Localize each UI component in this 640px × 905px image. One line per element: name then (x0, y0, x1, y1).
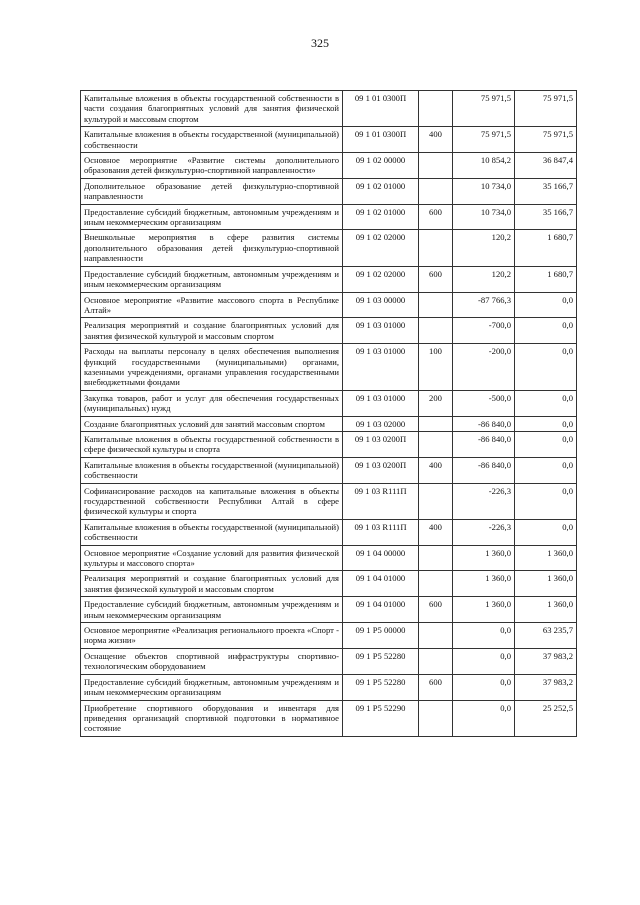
row-name-cell: Создание благоприятных условий для занятий массовым спортом (81, 416, 343, 431)
row-name-cell: Реализация мероприятий и создание благоприятных условий для занятия физической культурой и массовым спортом (81, 318, 343, 344)
row-name-cell: Оснащение объектов спортивной инфраструктуры спортивно-технологическим оборудованием (81, 648, 343, 674)
row-code-cell: 09 1 P5 52280 (343, 648, 419, 674)
row-value-2-cell: 0,0 (515, 431, 577, 457)
row-value-1-cell: 75 971,5 (453, 91, 515, 127)
row-value-1-cell: 10 734,0 (453, 178, 515, 204)
table-row (81, 674, 577, 700)
table-row (81, 390, 577, 416)
row-value-1-cell: -87 766,3 (453, 292, 515, 318)
row-value-1-cell: 0,0 (453, 623, 515, 649)
row-expense-type-cell (419, 648, 453, 674)
table-row (81, 648, 577, 674)
row-name-cell: Основное мероприятие «Реализация регионального проекта «Спорт - норма жизни» (81, 623, 343, 649)
row-name-cell: Капитальные вложения в объекты государственной (муниципальной) собственности (81, 519, 343, 545)
table-row (81, 416, 577, 431)
row-code-cell: 09 1 02 02000 (343, 266, 419, 292)
row-value-2-cell: 0,0 (515, 318, 577, 344)
row-code-cell: 09 1 03 01000 (343, 318, 419, 344)
table-row (81, 266, 577, 292)
row-code-cell: 09 1 03 0200П (343, 457, 419, 483)
row-expense-type-cell: 600 (419, 266, 453, 292)
row-value-2-cell: 1 360,0 (515, 597, 577, 623)
row-value-2-cell: 35 166,7 (515, 178, 577, 204)
row-code-cell: 09 1 03 0200П (343, 431, 419, 457)
row-value-2-cell: 37 983,2 (515, 674, 577, 700)
row-expense-type-cell: 100 (419, 344, 453, 391)
table-row (81, 519, 577, 545)
table-row (81, 545, 577, 571)
budget-table (80, 90, 577, 737)
row-value-2-cell: 0,0 (515, 292, 577, 318)
row-code-cell: 09 1 P5 52280 (343, 674, 419, 700)
row-value-2-cell: 75 971,5 (515, 127, 577, 153)
table-row (81, 204, 577, 230)
row-expense-type-cell (419, 571, 453, 597)
row-code-cell: 09 1 04 01000 (343, 571, 419, 597)
row-expense-type-cell (419, 292, 453, 318)
row-name-cell: Основное мероприятие «Развитие системы дополнительного образования детей физкультурно-спортивной направленности» (81, 153, 343, 179)
row-value-2-cell: 25 252,5 (515, 700, 577, 736)
row-value-2-cell: 0,0 (515, 519, 577, 545)
row-value-1-cell: -226,3 (453, 519, 515, 545)
table-row (81, 230, 577, 266)
row-expense-type-cell: 600 (419, 204, 453, 230)
row-expense-type-cell (419, 416, 453, 431)
row-expense-type-cell (419, 91, 453, 127)
row-value-2-cell: 1 360,0 (515, 545, 577, 571)
row-name-cell: Приобретение спортивного оборудования и инвентаря для приведения организаций спортивной подготовки в нормативное состояние (81, 700, 343, 736)
row-code-cell: 09 1 02 00000 (343, 153, 419, 179)
row-code-cell: 09 1 03 R111П (343, 483, 419, 519)
row-value-2-cell: 0,0 (515, 483, 577, 519)
row-code-cell: 09 1 02 02000 (343, 230, 419, 266)
row-code-cell: 09 1 04 00000 (343, 545, 419, 571)
row-value-1-cell: 10 734,0 (453, 204, 515, 230)
row-value-2-cell: 1 360,0 (515, 571, 577, 597)
row-code-cell: 09 1 03 02000 (343, 416, 419, 431)
row-name-cell: Внешкольные мероприятия в сфере развития системы дополнительного образования детей физкультурно-спортивной направленности (81, 230, 343, 266)
table-row (81, 700, 577, 736)
row-name-cell: Предоставление субсидий бюджетным, автономным учреждениям и иным некоммерческим организациям (81, 204, 343, 230)
row-code-cell: 09 1 02 01000 (343, 178, 419, 204)
row-expense-type-cell (419, 318, 453, 344)
row-code-cell: 09 1 01 0300П (343, 91, 419, 127)
row-name-cell: Капитальные вложения в объекты государственной (муниципальной) собственности (81, 127, 343, 153)
table-row (81, 623, 577, 649)
row-expense-type-cell (419, 431, 453, 457)
row-value-1-cell: 0,0 (453, 674, 515, 700)
row-name-cell: Расходы на выплаты персоналу в целях обеспечения выполнения функций государственными (муниципальными) органами, казенными учреждениями, органами управления государственными внебюджетными фондами (81, 344, 343, 391)
row-value-1-cell: -86 840,0 (453, 431, 515, 457)
row-expense-type-cell (419, 545, 453, 571)
row-value-2-cell: 37 983,2 (515, 648, 577, 674)
row-name-cell: Закупка товаров, работ и услуг для обеспечения государственных (муниципальных) нужд (81, 390, 343, 416)
row-expense-type-cell: 200 (419, 390, 453, 416)
row-value-2-cell: 36 847,4 (515, 153, 577, 179)
row-expense-type-cell: 600 (419, 674, 453, 700)
row-value-1-cell: 120,2 (453, 266, 515, 292)
row-expense-type-cell: 400 (419, 457, 453, 483)
row-name-cell: Капитальные вложения в объекты государственной собственности в части создания благоприятных условий для занятия физической культурой и массовым спортом (81, 91, 343, 127)
table-row (81, 318, 577, 344)
row-name-cell: Дополнительное образование детей физкультурно-спортивной направленности (81, 178, 343, 204)
row-expense-type-cell: 600 (419, 597, 453, 623)
row-value-2-cell: 0,0 (515, 390, 577, 416)
row-expense-type-cell (419, 483, 453, 519)
row-expense-type-cell: 400 (419, 127, 453, 153)
row-code-cell: 09 1 03 00000 (343, 292, 419, 318)
row-value-2-cell: 1 680,7 (515, 266, 577, 292)
row-expense-type-cell (419, 230, 453, 266)
row-name-cell: Предоставление субсидий бюджетным, автономным учреждениям и иным некоммерческим организациям (81, 674, 343, 700)
row-name-cell: Софинансирование расходов на капитальные вложения в объекты государственной собственности Республики Алтай в сфере физической культуры и спорта (81, 483, 343, 519)
table-row (81, 153, 577, 179)
row-value-2-cell: 35 166,7 (515, 204, 577, 230)
row-name-cell: Реализация мероприятий и создание благоприятных условий для занятия физической культурой и массовым спортом (81, 571, 343, 597)
row-code-cell: 09 1 04 01000 (343, 597, 419, 623)
row-expense-type-cell: 400 (419, 519, 453, 545)
row-expense-type-cell (419, 700, 453, 736)
row-code-cell: 09 1 P5 52290 (343, 700, 419, 736)
table-row (81, 483, 577, 519)
row-value-1-cell: 1 360,0 (453, 571, 515, 597)
row-value-1-cell: -86 840,0 (453, 457, 515, 483)
row-value-1-cell: 120,2 (453, 230, 515, 266)
row-value-2-cell: 63 235,7 (515, 623, 577, 649)
row-code-cell: 09 1 03 01000 (343, 344, 419, 391)
row-value-1-cell: -200,0 (453, 344, 515, 391)
row-value-1-cell: -500,0 (453, 390, 515, 416)
row-code-cell: 09 1 01 0300П (343, 127, 419, 153)
row-value-2-cell: 0,0 (515, 416, 577, 431)
row-value-1-cell: 10 854,2 (453, 153, 515, 179)
row-name-cell: Основное мероприятие «Создание условий для развития физической культуры и массового спорта» (81, 545, 343, 571)
row-value-2-cell: 1 680,7 (515, 230, 577, 266)
row-expense-type-cell (419, 153, 453, 179)
row-code-cell: 09 1 03 R111П (343, 519, 419, 545)
table-row (81, 597, 577, 623)
row-code-cell: 09 1 02 01000 (343, 204, 419, 230)
table-row (81, 457, 577, 483)
row-value-2-cell: 0,0 (515, 457, 577, 483)
row-value-2-cell: 75 971,5 (515, 91, 577, 127)
row-name-cell: Капитальные вложения в объекты государственной (муниципальной) собственности (81, 457, 343, 483)
row-name-cell: Капитальные вложения в объекты государственной собственности в сфере физической культуры и спорта (81, 431, 343, 457)
row-value-1-cell: -86 840,0 (453, 416, 515, 431)
table-row (81, 127, 577, 153)
row-value-1-cell: 0,0 (453, 648, 515, 674)
table-row (81, 431, 577, 457)
row-value-1-cell: 1 360,0 (453, 597, 515, 623)
table-row (81, 571, 577, 597)
row-name-cell: Предоставление субсидий бюджетным, автономным учреждениям и иным некоммерческим организациям (81, 266, 343, 292)
row-value-1-cell: 75 971,5 (453, 127, 515, 153)
row-name-cell: Предоставление субсидий бюджетным, автономным учреждениям и иным некоммерческим организациям (81, 597, 343, 623)
row-value-2-cell: 0,0 (515, 344, 577, 391)
table-row (81, 292, 577, 318)
row-name-cell: Основное мероприятие «Развитие массового спорта в Республике Алтай» (81, 292, 343, 318)
row-expense-type-cell (419, 178, 453, 204)
row-expense-type-cell (419, 623, 453, 649)
row-value-1-cell: -700,0 (453, 318, 515, 344)
table-row (81, 91, 577, 127)
row-code-cell: 09 1 03 01000 (343, 390, 419, 416)
page-number: 325 (311, 36, 329, 50)
row-value-1-cell: -226,3 (453, 483, 515, 519)
row-value-1-cell: 1 360,0 (453, 545, 515, 571)
table-row (81, 344, 577, 391)
table-row (81, 178, 577, 204)
row-value-1-cell: 0,0 (453, 700, 515, 736)
budget-table-body (81, 91, 577, 737)
row-code-cell: 09 1 P5 00000 (343, 623, 419, 649)
